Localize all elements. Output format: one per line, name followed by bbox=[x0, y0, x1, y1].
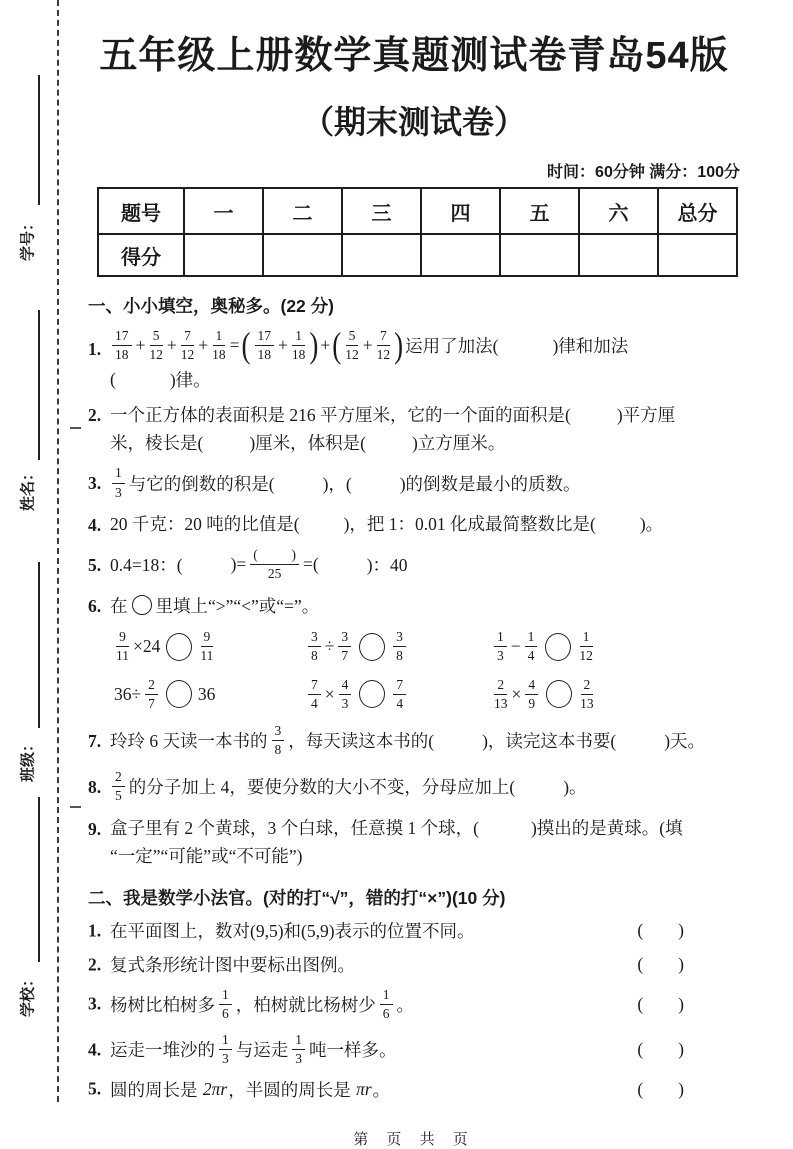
fill-question-4 bbox=[88, 511, 740, 537]
fraction-numerator: 17 bbox=[255, 328, 275, 346]
comparison-circle bbox=[545, 633, 571, 661]
student-name-underline bbox=[38, 310, 40, 460]
fill-question-9 bbox=[88, 815, 740, 869]
fraction-numerator: 1 bbox=[219, 1032, 232, 1050]
blank-field bbox=[276, 483, 322, 484]
score-col-total: 总分 bbox=[658, 188, 737, 234]
text-run: )厘米，体积是( bbox=[249, 432, 366, 453]
text-run: )的倒数是最小的质数。 bbox=[399, 473, 581, 494]
comparison-circle bbox=[166, 633, 192, 661]
text-run: )，把 1：0.01 化成最简整数比是( bbox=[343, 514, 596, 535]
text-run: )= bbox=[230, 553, 247, 574]
question-line bbox=[109, 511, 740, 537]
fraction-denominator: 7 bbox=[148, 695, 155, 711]
fraction-denominator: 18 bbox=[115, 347, 129, 363]
fold-mark bbox=[70, 806, 81, 808]
school-label: 学校： bbox=[19, 972, 37, 1018]
section-2-heading: 二、我是数学小法官。(对的打“√”，错的打“×”)(10 分) bbox=[88, 887, 506, 908]
fraction bbox=[345, 328, 359, 363]
page-title: 五年级上册数学真题测试卷青岛54版 bbox=[99, 35, 729, 77]
question-line bbox=[109, 546, 740, 583]
student-id-label: 学号： bbox=[19, 216, 37, 262]
question-line bbox=[109, 1031, 398, 1068]
text-run: ，柏树就比杨树少 bbox=[235, 994, 376, 1015]
question-line bbox=[109, 952, 356, 978]
text-run: + bbox=[166, 335, 177, 356]
fraction-numerator: 3 bbox=[308, 629, 321, 647]
fraction-denominator: 12 bbox=[149, 347, 163, 363]
fraction bbox=[145, 677, 158, 712]
judge-question-5 bbox=[88, 1076, 740, 1102]
fraction-numerator: 1 bbox=[292, 328, 305, 346]
fraction-numerator: 2 bbox=[145, 677, 158, 695]
text-run: 36 bbox=[197, 683, 216, 704]
blank-field bbox=[301, 523, 343, 524]
blank-field bbox=[617, 740, 663, 741]
question-number: 4. bbox=[88, 514, 102, 535]
blank-field bbox=[320, 564, 366, 565]
fraction-denominator: 11 bbox=[200, 648, 214, 664]
text-run: 在平面图上，数对(9,5)和(5,9)表示的位置不同。 bbox=[110, 921, 475, 942]
text-run: 吨一样多。 bbox=[309, 1040, 397, 1061]
big-parenthesis: ) bbox=[309, 324, 319, 366]
big-parenthesis: ( bbox=[332, 324, 342, 366]
comparison-circle bbox=[359, 680, 385, 708]
text-run: 盒子里有 2 个黄球，3 个白球，任意摸 1 个球，( bbox=[110, 818, 479, 839]
text-run: 与运走 bbox=[235, 1040, 289, 1061]
fraction-numerator: 1 bbox=[292, 1032, 305, 1050]
fraction bbox=[580, 677, 594, 712]
score-table-header-row bbox=[98, 188, 737, 234]
fraction bbox=[308, 677, 321, 712]
blank-field bbox=[480, 827, 530, 828]
text-run: + bbox=[198, 335, 209, 356]
fraction bbox=[255, 328, 275, 363]
question-line bbox=[109, 429, 740, 455]
fraction bbox=[250, 547, 299, 582]
question-number: 1. bbox=[88, 339, 102, 359]
judge-question-1 bbox=[88, 918, 740, 944]
fraction-denominator: 12 bbox=[180, 347, 195, 363]
question-number: 1. bbox=[88, 920, 102, 941]
score-row-label: 得分 bbox=[98, 234, 184, 276]
school-underline bbox=[38, 797, 40, 962]
text-run: )天。 bbox=[664, 731, 706, 752]
question-line bbox=[109, 366, 740, 392]
fraction bbox=[494, 629, 507, 664]
big-parenthesis: ( bbox=[241, 324, 251, 366]
text-run: ÷ bbox=[324, 636, 335, 657]
fraction bbox=[200, 629, 213, 664]
question-number: 5. bbox=[88, 554, 102, 575]
fraction bbox=[377, 328, 391, 363]
big-parenthesis: ) bbox=[394, 324, 404, 366]
judge-question-3 bbox=[88, 986, 740, 1023]
page-subtitle: （期末测试卷） bbox=[301, 104, 526, 140]
question-number: 2. bbox=[88, 405, 102, 426]
fraction-denominator: 8 bbox=[274, 742, 282, 758]
fraction-denominator: 9 bbox=[528, 695, 536, 711]
fraction-denominator: 7 bbox=[341, 648, 349, 664]
fraction-denominator: 4 bbox=[396, 695, 404, 711]
fraction bbox=[292, 1032, 305, 1067]
comparison-expression bbox=[305, 628, 491, 665]
text-run: 0.4=18：( bbox=[110, 554, 183, 575]
score-cell bbox=[184, 234, 263, 276]
fraction-denominator: 3 bbox=[341, 695, 349, 711]
text-run: × bbox=[511, 683, 522, 704]
fraction-denominator: 6 bbox=[222, 1005, 229, 1021]
text-run: ( bbox=[110, 368, 116, 389]
fraction-numerator: 3 bbox=[338, 629, 351, 647]
blank-field bbox=[184, 564, 230, 565]
text-run: )：40 bbox=[366, 554, 408, 575]
fraction bbox=[393, 677, 406, 712]
fraction-numerator: 5 bbox=[150, 328, 163, 346]
fraction bbox=[112, 328, 132, 363]
fraction bbox=[212, 328, 226, 363]
comparison-expression bbox=[491, 676, 597, 713]
answer-parentheses: ( ) bbox=[637, 954, 684, 975]
text-run: 圆的周长是 bbox=[110, 1079, 202, 1100]
fill-question-5 bbox=[88, 546, 740, 583]
exam-meta: 时间：60分钟 满分：100分 bbox=[547, 164, 740, 181]
student-id-underline bbox=[38, 75, 40, 205]
score-table-header-label: 题号 bbox=[98, 188, 184, 234]
score-col-5: 五 bbox=[500, 188, 579, 234]
fraction bbox=[219, 1032, 232, 1067]
comparison-row bbox=[109, 628, 740, 665]
fraction-numerator: 1 bbox=[580, 629, 593, 647]
fraction-numerator: 17 bbox=[112, 328, 132, 346]
fraction-numerator: 2 bbox=[494, 677, 507, 695]
question-number: 4. bbox=[88, 1039, 102, 1060]
fraction-numerator: 3 bbox=[393, 629, 406, 647]
class-underline bbox=[38, 562, 40, 728]
comparison-row bbox=[109, 676, 740, 713]
fraction-numerator: 2 bbox=[581, 677, 594, 695]
fraction-numerator: 4 bbox=[525, 677, 538, 695]
fraction-denominator: 12 bbox=[376, 347, 391, 363]
comparison-expression bbox=[113, 676, 305, 713]
fraction bbox=[112, 769, 125, 804]
judge-question-4 bbox=[88, 1031, 740, 1068]
text-run: 。 bbox=[396, 994, 414, 1015]
fraction-numerator: 1 bbox=[525, 629, 538, 647]
question-line bbox=[109, 815, 740, 841]
section-1-heading: 一、小小填空，奥秘多。(22 分) bbox=[88, 296, 334, 316]
fraction-denominator: 6 bbox=[382, 1005, 390, 1021]
question-line bbox=[109, 843, 740, 869]
question-line bbox=[109, 722, 740, 759]
text-run: )，读完这本书要( bbox=[482, 731, 617, 752]
text-run: + bbox=[362, 335, 373, 356]
text-run: 在 bbox=[110, 595, 128, 616]
question-number: 9. bbox=[88, 818, 102, 839]
text-run: 运走一堆沙的 bbox=[110, 1040, 215, 1061]
fraction-denominator: 18 bbox=[291, 347, 306, 363]
math-variable: 2πr bbox=[202, 1078, 228, 1099]
fraction-denominator: 18 bbox=[257, 347, 271, 363]
text-run: 的分子加上 4，要使分数的大小不变，分母应加上( bbox=[128, 777, 516, 798]
fraction-denominator: 4 bbox=[527, 648, 535, 664]
score-table bbox=[97, 187, 738, 277]
judge-question-2 bbox=[88, 952, 740, 978]
text-run: + bbox=[135, 335, 146, 356]
fraction bbox=[219, 987, 232, 1022]
fraction bbox=[272, 723, 285, 758]
question-number: 3. bbox=[88, 473, 102, 494]
fraction bbox=[579, 629, 593, 664]
fraction bbox=[112, 465, 125, 500]
fraction-denominator: 4 bbox=[311, 695, 318, 711]
text-run: 运用了加法( bbox=[405, 336, 499, 357]
fraction-denominator: 3 bbox=[497, 648, 504, 664]
fraction-denominator: 11 bbox=[116, 648, 129, 664]
score-col-4: 四 bbox=[421, 188, 500, 234]
fraction-denominator: 13 bbox=[494, 695, 508, 711]
question-number: 2. bbox=[88, 954, 102, 975]
fraction bbox=[181, 328, 195, 363]
blank-field bbox=[499, 345, 551, 346]
fill-question-3 bbox=[88, 464, 740, 501]
score-cell bbox=[421, 234, 500, 276]
score-col-3: 三 bbox=[342, 188, 421, 234]
score-cell bbox=[342, 234, 421, 276]
fraction-numerator: 1 bbox=[112, 465, 125, 483]
fraction-numerator: 7 bbox=[393, 677, 406, 695]
fraction bbox=[494, 677, 508, 712]
comparison-expression bbox=[113, 628, 305, 665]
fraction-denominator: 3 bbox=[295, 1051, 302, 1067]
comparison-expression bbox=[305, 676, 491, 713]
fraction-numerator: 9 bbox=[201, 629, 214, 647]
text-run: “一定”“可能”或“不可能”) bbox=[110, 846, 303, 867]
comparison-circle bbox=[546, 680, 572, 708]
class-label: 班级： bbox=[19, 737, 37, 783]
math-variable: πr bbox=[356, 1078, 372, 1099]
text-run: )。 bbox=[639, 514, 664, 535]
fraction-denominator: 8 bbox=[311, 648, 318, 664]
fraction-denominator: 25 bbox=[267, 565, 282, 581]
answer-parentheses: ( ) bbox=[637, 993, 684, 1014]
text-run: )立方厘米。 bbox=[411, 432, 506, 453]
text-run: 杨树比柏树多 bbox=[110, 994, 215, 1015]
text-run: 里填上“>”“<”或“=”。 bbox=[155, 595, 320, 616]
score-col-1: 一 bbox=[184, 188, 263, 234]
answer-parentheses: ( ) bbox=[637, 920, 684, 941]
blank-field bbox=[597, 523, 639, 524]
blank-field bbox=[204, 442, 248, 443]
fraction-denominator: 5 bbox=[115, 788, 122, 804]
blank-field bbox=[516, 786, 562, 787]
question-number: 5. bbox=[88, 1078, 102, 1099]
question-line bbox=[109, 464, 740, 501]
question-line bbox=[109, 401, 740, 427]
comparison-circle bbox=[132, 595, 152, 615]
text-run: + bbox=[320, 335, 331, 356]
page-footer: 第 页 共 页 bbox=[353, 1131, 475, 1149]
blank-field bbox=[117, 379, 169, 380]
question-line bbox=[109, 918, 476, 944]
text-run: ×24 bbox=[133, 636, 161, 657]
question-line bbox=[109, 768, 740, 805]
fraction-denominator: 13 bbox=[580, 695, 594, 711]
fill-question-8 bbox=[88, 768, 740, 805]
fraction bbox=[149, 328, 163, 363]
score-cell bbox=[579, 234, 658, 276]
text-run: 36÷ bbox=[114, 683, 142, 704]
text-run: )律和加法 bbox=[552, 336, 629, 357]
text-run: 玲玲 6 天读一本书的 bbox=[110, 731, 268, 752]
text-run: )摸出的是黄球。(填 bbox=[530, 818, 683, 839]
question-number: 3. bbox=[88, 993, 102, 1014]
text-run: =( bbox=[303, 553, 319, 574]
fraction bbox=[339, 677, 352, 712]
text-run: )律。 bbox=[169, 369, 211, 390]
fraction-numerator: 2 bbox=[112, 769, 125, 787]
fraction-numerator: ( ) bbox=[250, 547, 299, 565]
score-col-2: 二 bbox=[263, 188, 342, 234]
question-line bbox=[109, 592, 740, 618]
text-run: 20 千克：20 吨的比值是( bbox=[110, 514, 300, 535]
fraction bbox=[308, 629, 321, 664]
fraction-numerator: 4 bbox=[339, 677, 352, 695]
question-line bbox=[109, 986, 415, 1023]
fraction-denominator: 18 bbox=[212, 347, 226, 363]
text-run: )。 bbox=[563, 777, 587, 798]
fraction-denominator: 3 bbox=[115, 484, 122, 500]
fold-mark bbox=[70, 427, 81, 429]
fraction bbox=[525, 629, 538, 664]
fraction-denominator: 12 bbox=[345, 347, 359, 363]
score-cell bbox=[500, 234, 579, 276]
question-number: 8. bbox=[88, 777, 102, 798]
score-table-score-row bbox=[98, 234, 737, 276]
fraction-numerator: 3 bbox=[272, 723, 285, 741]
fraction-denominator: 12 bbox=[579, 648, 593, 664]
fraction-numerator: 5 bbox=[346, 328, 359, 346]
fraction-numerator: 1 bbox=[380, 987, 393, 1005]
fill-question-7 bbox=[88, 722, 740, 759]
fraction-numerator: 1 bbox=[494, 629, 507, 647]
fraction-numerator: 1 bbox=[219, 987, 232, 1005]
student-name-label: 姓名： bbox=[19, 466, 37, 512]
text-run: 米，棱长是( bbox=[110, 432, 204, 453]
fraction-numerator: 9 bbox=[116, 629, 129, 647]
comparison-circle bbox=[359, 633, 385, 661]
text-run: 。 bbox=[372, 1079, 391, 1100]
text-run: 复式条形统计图中要标出图例。 bbox=[110, 955, 355, 976]
question-line bbox=[109, 1076, 391, 1102]
fraction bbox=[116, 629, 129, 664]
text-run: 一个正方体的表面积是 216 平方厘米，它的一个面的面积是( bbox=[110, 404, 571, 425]
fraction-denominator: 3 bbox=[222, 1051, 229, 1067]
blank-field bbox=[367, 442, 411, 443]
score-cell bbox=[263, 234, 342, 276]
fraction-numerator: 7 bbox=[308, 677, 321, 695]
fill-question-1 bbox=[88, 324, 740, 392]
fraction bbox=[393, 629, 406, 664]
text-run: ，半圆的周长是 bbox=[228, 1079, 356, 1100]
fill-question-6 bbox=[88, 592, 740, 713]
text-run: × bbox=[324, 683, 335, 704]
text-run: + bbox=[278, 335, 288, 356]
fraction bbox=[525, 677, 538, 712]
fraction bbox=[338, 629, 351, 664]
dashed-cut-line bbox=[57, 0, 59, 1102]
fraction-numerator: 7 bbox=[181, 328, 194, 346]
fraction bbox=[380, 987, 393, 1022]
text-run: = bbox=[229, 335, 240, 356]
text-run: − bbox=[510, 636, 521, 657]
comparison-expression bbox=[491, 628, 596, 665]
fraction bbox=[292, 328, 306, 363]
score-cell bbox=[658, 234, 737, 276]
fraction-numerator: 1 bbox=[213, 328, 226, 346]
paper-content bbox=[88, 18, 740, 1149]
text-run: )，( bbox=[322, 473, 352, 494]
fill-question-2 bbox=[88, 401, 740, 455]
fraction-numerator: 7 bbox=[377, 328, 390, 346]
blank-field bbox=[435, 740, 481, 741]
question-number: 7. bbox=[88, 730, 102, 751]
blank-field bbox=[353, 483, 399, 484]
question-number: 6. bbox=[88, 596, 102, 617]
question-line bbox=[109, 324, 740, 366]
answer-parentheses: ( ) bbox=[637, 1039, 684, 1060]
text-run: )平方厘 bbox=[616, 404, 676, 425]
fraction-denominator: 8 bbox=[396, 648, 403, 664]
comparison-circle bbox=[166, 680, 192, 708]
text-run: 与它的倒数的积是( bbox=[128, 473, 275, 494]
blank-field bbox=[572, 414, 616, 415]
score-col-6: 六 bbox=[579, 188, 658, 234]
answer-parentheses: ( ) bbox=[637, 1078, 684, 1099]
text-run: ，每天读这本书的( bbox=[288, 731, 435, 752]
